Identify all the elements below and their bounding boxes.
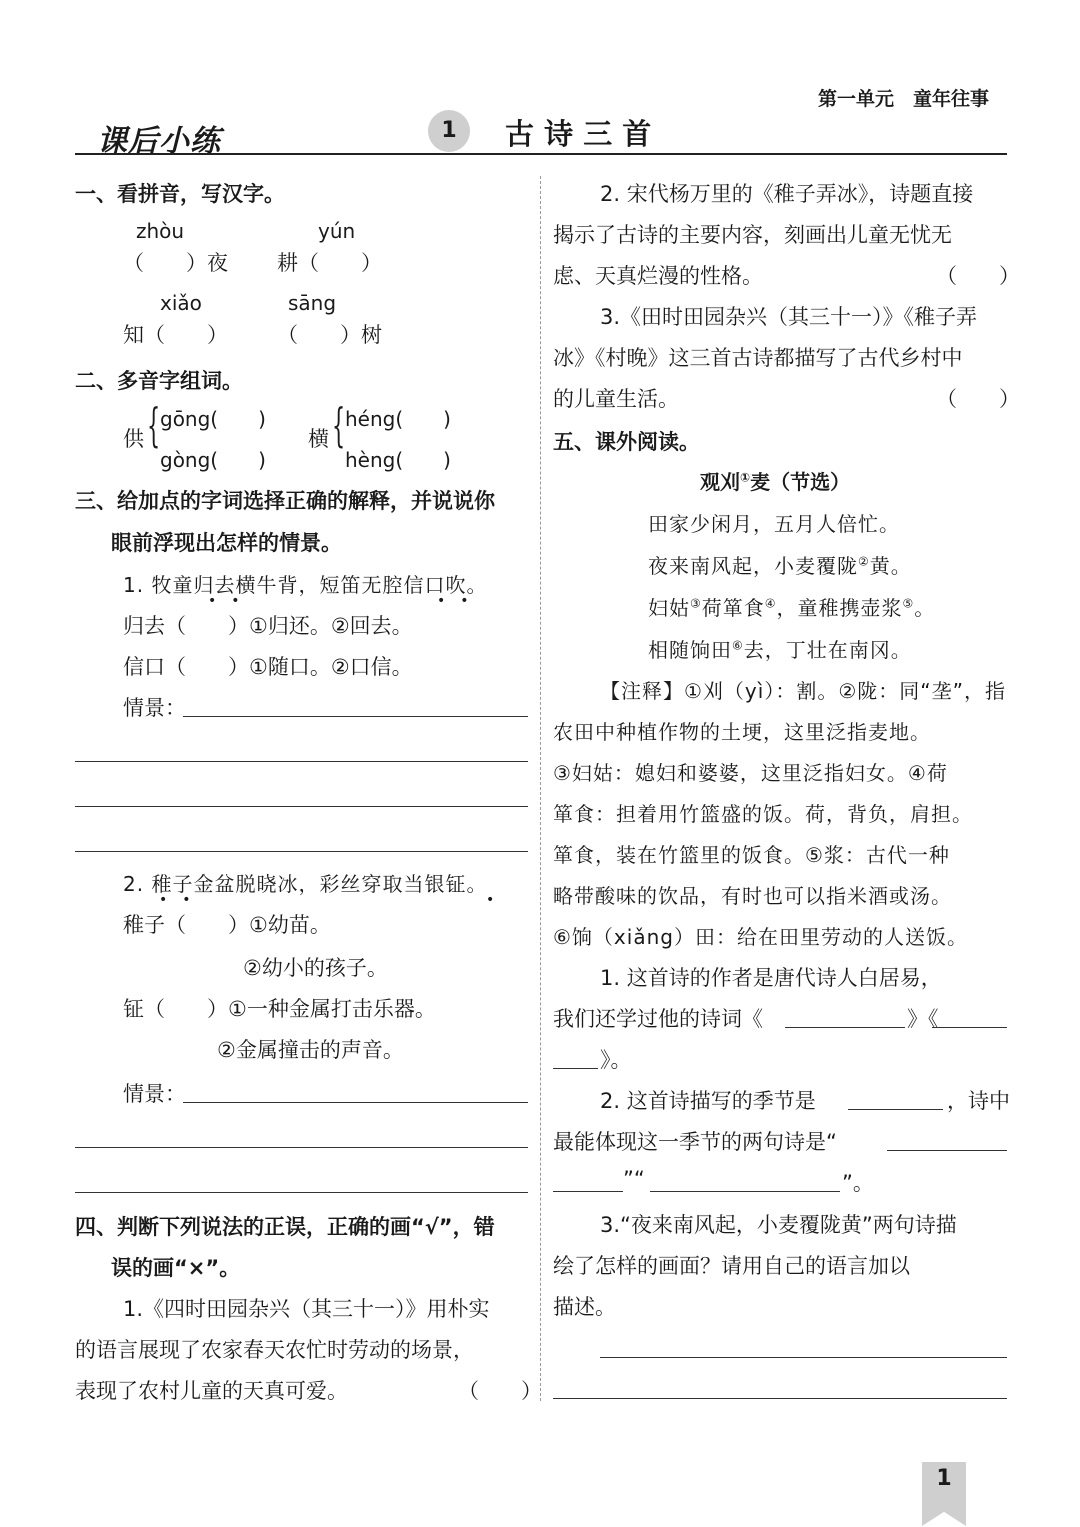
emphasis-dots: •• <box>208 593 255 609</box>
reading-q2-line3-b: ”。 <box>842 1171 874 1195</box>
choice-zheng-option2: ②金属撞击的声音。 <box>217 1038 404 1062</box>
reading-q3-line1: 3.“夜来南风起，小麦覆陇黄”两句诗描 <box>600 1213 957 1237</box>
poem-line-4: 相随饷田⑥去，丁壮在南冈。 <box>648 638 912 662</box>
answer-line[interactable] <box>75 761 528 762</box>
poem-line-2: 夜来南风起，小麦覆陇②黄。 <box>648 554 912 578</box>
pinyin-sang: sāng <box>288 291 337 315</box>
reading-q3-line2: 绘了怎样的画面？请用自己的语言加以 <box>553 1254 910 1278</box>
poem-title: 观刈①麦（节选） <box>700 470 851 494</box>
practice-title: 课后小练 <box>97 124 221 159</box>
heng-fourth-tone[interactable]: hèng( ) <box>345 448 451 472</box>
section-1-title: 一、看拼音，写汉字。 <box>75 182 285 206</box>
scene-label: 情景： <box>123 1082 186 1106</box>
judge-2-line3: 虑、天真烂漫的性格。 <box>553 264 763 288</box>
unit-title: 第一单元 童年往事 <box>818 88 990 110</box>
annotation-line-4: 箪食：担着用竹篮盛的饭。荷，背负，肩担。 <box>553 802 973 826</box>
blank-zhi-xiao[interactable]: 知（ ） <box>123 323 228 347</box>
column-divider <box>540 176 541 1401</box>
answer-blank[interactable] <box>650 1191 840 1192</box>
annotation-line-3: ③妇姑：媳妇和婆婆，这里泛指妇女。④荷 <box>553 761 948 785</box>
reading-q1-line1: 1. 这首诗的作者是唐代诗人白居易， <box>600 966 942 990</box>
blank-geng-yun[interactable]: 耕（ ） <box>277 251 382 275</box>
poem-line-3: 妇姑③荷箪食④，童稚携壶浆⑤。 <box>648 596 936 620</box>
judge-3-line2: 冰》《村晚》这三首古诗都描写了古代乡村中 <box>553 346 963 370</box>
answer-blank[interactable] <box>553 1068 598 1069</box>
reading-q2-line1-a: 2. 这首诗描写的季节是 <box>600 1089 816 1113</box>
emphasis-dots: • <box>486 892 495 908</box>
section-3-title: 三、给加点的字词选择正确的解释，并说说你 <box>75 489 495 513</box>
choice-zhizi[interactable]: 稚子（ ）①幼苗。 <box>123 913 331 937</box>
section-3-title-cont: 眼前浮现出怎样的情景。 <box>111 531 342 555</box>
judge-1-answer[interactable]: （ ） <box>458 1379 542 1403</box>
page-number: 1 <box>936 1466 952 1491</box>
answer-line[interactable] <box>183 1102 528 1103</box>
reading-q2-line3-a: ”“ <box>623 1167 645 1191</box>
judge-2-line2: 揭示了古诗的主要内容，刻画出儿童无忧无 <box>553 223 952 247</box>
answer-blank[interactable] <box>553 1191 623 1192</box>
judge-1-line2: 的语言展现了农家春天农忙时劳动的场景， <box>75 1338 474 1362</box>
poem-line-q1: 1. 牧童归去横牛背，短笛无腔信口吹。 <box>123 573 488 597</box>
heng-second-tone[interactable]: héng( ) <box>345 407 451 431</box>
annotation-line-1: 【注释】①刈（yì）：割。②陇：同“垄”，指 <box>600 679 1006 703</box>
reading-q3-line3: 描述。 <box>553 1295 616 1319</box>
judge-1-line3: 表现了农村儿童的天真可爱。 <box>75 1379 348 1403</box>
judge-3-answer[interactable]: （ ） <box>936 387 1020 411</box>
brace-icon: { <box>332 398 346 452</box>
answer-line[interactable] <box>75 806 528 807</box>
judge-2-line1: 2. 宋代杨万里的《稚子弄冰》，诗题直接 <box>600 182 974 206</box>
annotation-line-5: 箪食，装在竹篮里的饭食。⑤浆：古代一种 <box>553 843 950 867</box>
choice-guiqu[interactable]: 归去（ ）①归还。②回去。 <box>123 614 413 638</box>
blank-sang-shu[interactable]: （ ）树 <box>277 323 382 347</box>
answer-line[interactable] <box>75 851 528 852</box>
section-2-title: 二、多音字组词。 <box>75 369 243 393</box>
poem-line-q2: 2. 稚子金盆脱晓冰，彩丝穿取当银钲。 <box>123 872 488 896</box>
answer-line[interactable] <box>75 1147 528 1148</box>
answer-line[interactable] <box>75 1192 528 1193</box>
reading-q2-line1-b: ，诗中 <box>947 1089 1010 1113</box>
answer-blank[interactable] <box>932 1027 1007 1028</box>
answer-blank[interactable] <box>848 1109 943 1110</box>
blank-zhou-ye[interactable]: （ ）夜 <box>123 251 228 275</box>
answer-blank[interactable] <box>887 1150 1007 1151</box>
poem-line-1: 田家少闲月，五月人倍忙。 <box>648 512 900 536</box>
emphasis-dots: •• <box>437 593 484 609</box>
answer-line[interactable] <box>553 1398 1007 1399</box>
gong-first-tone[interactable]: gōng( ) <box>160 407 266 431</box>
emphasis-dots: •• <box>159 892 206 908</box>
brace-icon: { <box>147 398 161 452</box>
pinyin-zhou: zhòu <box>136 219 185 243</box>
answer-line[interactable] <box>600 1357 1007 1358</box>
answer-blank[interactable] <box>785 1027 905 1028</box>
judge-3-line3: 的儿童生活。 <box>553 387 679 411</box>
reading-q2-line2: 最能体现这一季节的两句诗是“ <box>553 1130 837 1154</box>
judge-2-answer[interactable]: （ ） <box>936 264 1020 288</box>
choice-zhizi-option2: ②幼小的孩子。 <box>243 956 388 980</box>
answer-line[interactable] <box>183 716 528 717</box>
choice-xinkou[interactable]: 信口（ ）①随口。②口信。 <box>123 655 413 679</box>
scene-label: 情景： <box>123 696 186 720</box>
polyphone-gong: 供 <box>123 427 144 451</box>
choice-zheng[interactable]: 钲（ ）①一种金属打击乐器。 <box>123 997 436 1021</box>
section-4-title-cont: 误的画“×”。 <box>111 1256 241 1280</box>
lesson-title: 古 诗 三 首 <box>505 117 652 151</box>
pinyin-xiao: xiǎo <box>160 291 202 315</box>
lesson-number-badge: 1 <box>428 110 470 152</box>
header-rule <box>75 153 1007 155</box>
annotation-line-7: ⑥饷（xiǎng）田：给在田里劳动的人送饭。 <box>553 925 968 949</box>
section-4-title: 四、判断下列说法的正误，正确的画“√”，错 <box>75 1215 495 1239</box>
judge-1-line1: 1.《四时田园杂兴（其三十一）》用朴实 <box>123 1297 490 1321</box>
judge-3-line1: 3.《田时田园杂兴（其三十一）》《稚子弄 <box>600 305 978 329</box>
pinyin-yun: yún <box>318 219 356 243</box>
gong-fourth-tone[interactable]: gòng( ) <box>160 448 266 472</box>
annotation-line-2: 农田中种植作物的土埂，这里泛指麦地。 <box>553 720 931 744</box>
reading-q1-line3: 》。 <box>600 1048 632 1072</box>
reading-q1-line2-a: 我们还学过他的诗词《 <box>553 1007 763 1031</box>
polyphone-heng: 横 <box>308 427 329 451</box>
reading-q1-line2-b: 》《 <box>907 1007 939 1031</box>
section-5-title: 五、课外阅读。 <box>553 430 700 454</box>
annotation-line-6: 略带酸味的饮品，有时也可以指米酒或汤。 <box>553 884 952 908</box>
